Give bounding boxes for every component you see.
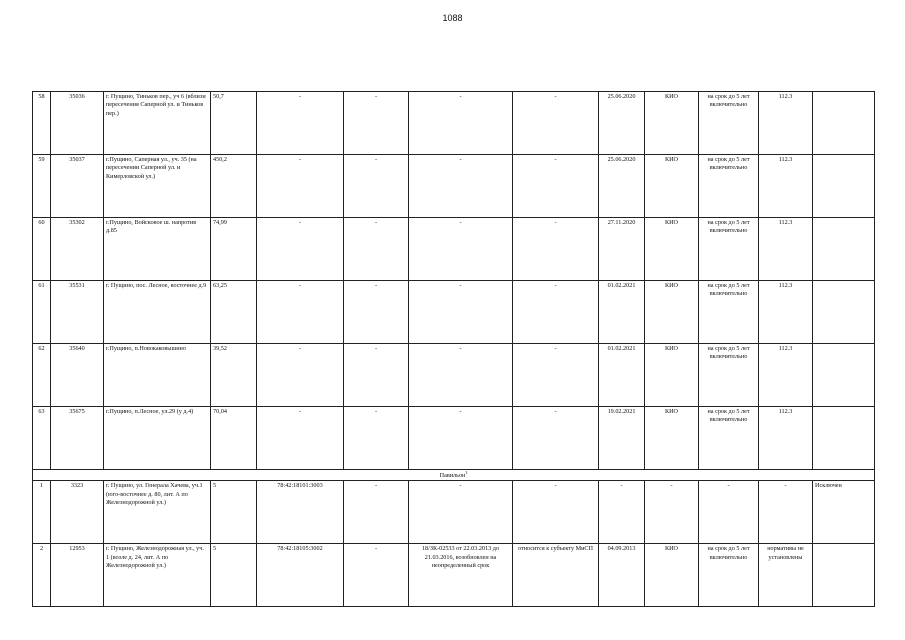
- cell-code: 112.3: [759, 407, 813, 470]
- cell-n: 61: [33, 281, 51, 344]
- cell-type: КИО: [645, 407, 699, 470]
- table-row: [33, 155, 875, 218]
- cell-area: 39,52: [211, 344, 257, 407]
- cell-r: -: [344, 544, 409, 607]
- cell-id: 35675: [51, 407, 104, 470]
- cell-n: 60: [33, 218, 51, 281]
- cell-id: 35531: [51, 281, 104, 344]
- section-header-row: [33, 470, 875, 481]
- cell-note: [813, 92, 875, 155]
- cell-term: на срок до 5 лет включительно: [699, 92, 759, 155]
- cell-r: -: [344, 92, 409, 155]
- cell-addr: г.Пущино, п.Новокаковышино: [104, 344, 211, 407]
- section-header: [33, 470, 875, 481]
- cell-term: на срок до 5 лет включительно: [699, 281, 759, 344]
- cell-code: 112.3: [759, 344, 813, 407]
- cell-term: на срок до 5 лет включительно: [699, 407, 759, 470]
- table-row: [33, 481, 875, 544]
- cell-n: 62: [33, 344, 51, 407]
- cell-n: 59: [33, 155, 51, 218]
- cell-date: -: [599, 481, 645, 544]
- cell-doc: -: [409, 92, 513, 155]
- cell-code: 112.3: [759, 218, 813, 281]
- cell-doc: -: [409, 281, 513, 344]
- cell-term: -: [699, 481, 759, 544]
- cell-doc: -: [409, 344, 513, 407]
- cell-doc: -: [409, 407, 513, 470]
- cell-k: -: [257, 92, 344, 155]
- cell-ref: -: [513, 218, 599, 281]
- cell-term: на срок до 5 лет включительно: [699, 544, 759, 607]
- cell-ref: -: [513, 481, 599, 544]
- cell-n: 1: [33, 481, 51, 544]
- cell-term: на срок до 5 лет включительно: [699, 344, 759, 407]
- cell-doc: -: [409, 218, 513, 281]
- cell-r: -: [344, 344, 409, 407]
- cell-code: нормативы не установлены: [759, 544, 813, 607]
- cell-area: 74,99: [211, 218, 257, 281]
- cell-addr: г. Пущино, пос. Лесное, восточнее д.9: [104, 281, 211, 344]
- cell-note: [813, 407, 875, 470]
- table-row: [33, 92, 875, 155]
- cell-term: на срок до 5 лет включительно: [699, 155, 759, 218]
- cell-type: КИО: [645, 544, 699, 607]
- cell-date: 19.02.2021: [599, 407, 645, 470]
- cell-addr: г. Пущино, ул. Генерала Хачева, уч.1 (юго-восточнее д. 80, лит. А по Железнодорожной ул.): [104, 481, 211, 544]
- cell-doc: -: [409, 481, 513, 544]
- cell-term: на срок до 5 лет включительно: [699, 218, 759, 281]
- cell-id: 35302: [51, 218, 104, 281]
- cell-date: 04.09.2013: [599, 544, 645, 607]
- cell-ref: -: [513, 281, 599, 344]
- cell-date: 01.02.2021: [599, 281, 645, 344]
- cell-id: 12953: [51, 544, 104, 607]
- cell-addr: г. Пущино, Железнодорожная ул., уч. 1 (возле д. 24, лит. А по Железнодорожной ул.): [104, 544, 211, 607]
- cell-note: Исключен: [813, 481, 875, 544]
- cell-code: -: [759, 481, 813, 544]
- cell-type: КИО: [645, 344, 699, 407]
- cell-area: 450,2: [211, 155, 257, 218]
- cell-date: 01.02.2021: [599, 344, 645, 407]
- cell-doc: 18/ЗК-02533 от 22.03.2013 до 21.03.2016, возобновлен на неопределенный срок: [409, 544, 513, 607]
- cell-ref: -: [513, 155, 599, 218]
- cell-k: -: [257, 407, 344, 470]
- section-label: Павильон: [439, 472, 466, 480]
- cell-area: 5: [211, 481, 257, 544]
- cell-id: 35037: [51, 155, 104, 218]
- registry-table: [32, 91, 875, 607]
- cell-code: 112.3: [759, 281, 813, 344]
- cell-note: [813, 544, 875, 607]
- table-row: [33, 344, 875, 407]
- cell-id: 35640: [51, 344, 104, 407]
- cell-r: -: [344, 281, 409, 344]
- cell-date: 25.06.2020: [599, 155, 645, 218]
- cell-r: -: [344, 407, 409, 470]
- footnote-mark: 3: [465, 470, 468, 475]
- cell-k: -: [257, 344, 344, 407]
- cell-type: КИО: [645, 281, 699, 344]
- cell-area: 5: [211, 544, 257, 607]
- cell-n: 63: [33, 407, 51, 470]
- cell-type: КИО: [645, 155, 699, 218]
- table-row: [33, 281, 875, 344]
- cell-r: -: [344, 218, 409, 281]
- cell-n: 2: [33, 544, 51, 607]
- table-row: [33, 218, 875, 281]
- cell-code: 112.3: [759, 155, 813, 218]
- cell-addr: г.Пущино, Войсковое ш. напротив д.85: [104, 218, 211, 281]
- cell-type: КИО: [645, 218, 699, 281]
- cell-type: -: [645, 481, 699, 544]
- cell-ref: относится к субъекту МиСП: [513, 544, 599, 607]
- cell-r: -: [344, 481, 409, 544]
- cell-note: [813, 281, 875, 344]
- cell-n: 58: [33, 92, 51, 155]
- cell-code: 112.3: [759, 92, 813, 155]
- cell-addr: г. Пущино, Тиньков пер., уч 6 (вблизи пересечения Саперной ул. и Тиньков пер.): [104, 92, 211, 155]
- cell-date: 25.06.2020: [599, 92, 645, 155]
- cell-area: 50,7: [211, 92, 257, 155]
- cell-k: -: [257, 281, 344, 344]
- table-row: [33, 407, 875, 470]
- cell-addr: г.Пущино, Саперная ул., уч. 35 (на пересечении Саперной ул. и Кимерловской ул.): [104, 155, 211, 218]
- cell-k: -: [257, 218, 344, 281]
- cell-note: [813, 218, 875, 281]
- cell-ref: -: [513, 92, 599, 155]
- cell-id: 35036: [51, 92, 104, 155]
- cell-k: 78:42:18105:3002: [257, 544, 344, 607]
- cell-note: [813, 155, 875, 218]
- cell-type: КИО: [645, 92, 699, 155]
- cell-ref: -: [513, 344, 599, 407]
- page-number: 1088: [442, 13, 463, 23]
- cell-k: -: [257, 155, 344, 218]
- cell-id: 3323: [51, 481, 104, 544]
- cell-doc: -: [409, 155, 513, 218]
- cell-date: 27.11.2020: [599, 218, 645, 281]
- cell-note: [813, 344, 875, 407]
- cell-area: 63,25: [211, 281, 257, 344]
- cell-k: 78:42:18101:3003: [257, 481, 344, 544]
- cell-addr: г.Пущино, п.Лесное, ул.29 (у д.4): [104, 407, 211, 470]
- table-row: [33, 544, 875, 607]
- cell-area: 70,04: [211, 407, 257, 470]
- cell-ref: -: [513, 407, 599, 470]
- cell-r: -: [344, 155, 409, 218]
